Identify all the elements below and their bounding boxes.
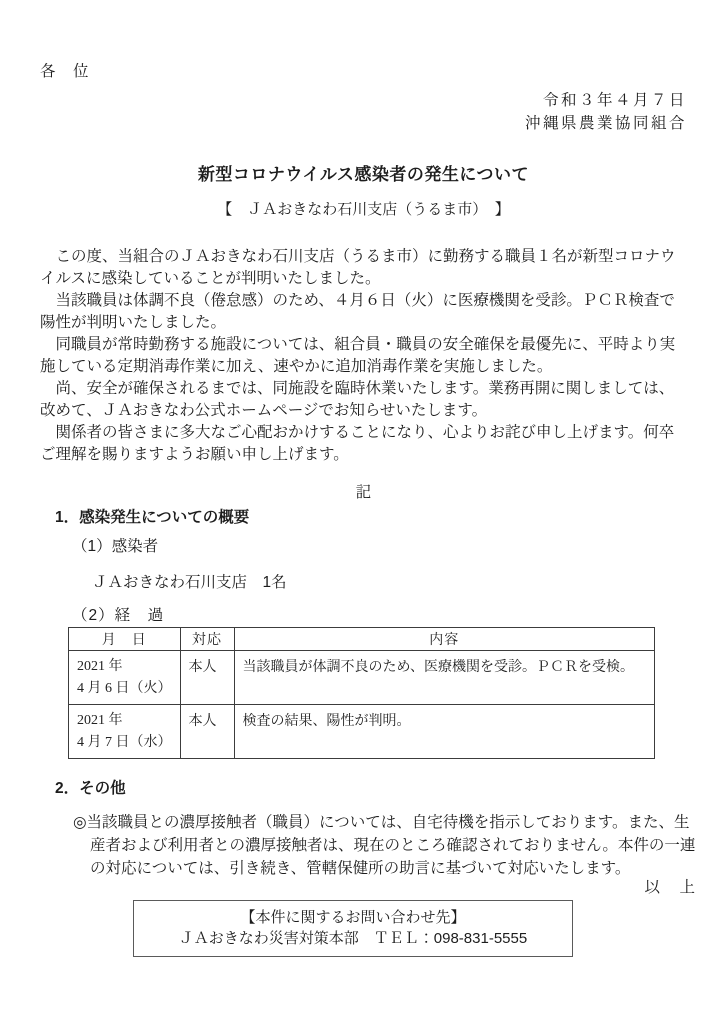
infected-branch-value: ＪＡおきなわ石川支店 1名: [92, 574, 287, 591]
cell-content: 当該職員が体調不良のため、医療機関を受診。ＰＣＲを受検。: [234, 651, 655, 705]
cell-date: [69, 705, 181, 759]
organization-name: 沖縄県農業協同組合: [524, 115, 687, 132]
close-contact-note: ◎当該職員との濃厚接触者（職員）については、自宅待機を指示しております。また、生産者および利用者との濃厚接触者は、現在のところ確認されておりません。本件の一連の対応については、引き続き、管轄保健所の助言に基づいて対応いたします。: [73, 814, 696, 877]
paragraph-disinfection: 同職員が常時勤務する施設については、組合員・職員の安全確保を最優先に、平時より実施している定期消毒作業に加え、速やかに追加消毒作業を実施しました。: [40, 336, 676, 375]
paragraph-closure: 尚、安全が確保されるまでは、同施設を臨時休業いたします。業務再開に関しましては、改めて、ＪＡおきなわ公式ホームページでお知らせいたします。: [40, 380, 675, 419]
paragraph-apology: 関係者の皆さまに多大なご心配おかけすることになり、心よりお詫び申し上げます。何卒ご理解を賜りますようお願い申し上げます。: [40, 424, 675, 463]
closing-mark: 以 上: [644, 879, 697, 896]
document-header-right: [40, 89, 687, 135]
contact-box: [133, 900, 573, 957]
cell-response: 本人: [180, 651, 234, 705]
date-year: 2021 年: [77, 659, 123, 674]
cell-response: 本人: [180, 705, 234, 759]
date-year: 2021 年: [77, 713, 123, 728]
body-paragraphs: [40, 246, 687, 466]
col-header-content: 内容: [234, 628, 655, 651]
section1-heading: 1．感染発生についての概要: [55, 509, 250, 526]
cell-content: 検査の結果、陽性が判明。: [234, 705, 655, 759]
contact-box-phone: ＪＡおきなわ災害対策本部 ＴＥＬ：098-831-5555: [178, 930, 528, 947]
document-subtitle: 【 ＪＡおきなわ石川支店（うるま市） 】: [217, 201, 510, 218]
table-row: [69, 651, 655, 705]
cell-date: [69, 651, 181, 705]
recipient: 各 位: [40, 63, 90, 80]
section2-heading: 2．その他: [55, 780, 126, 797]
section1-sub1-label: （1）感染者: [72, 538, 159, 555]
document-title: 新型コロナウイルス感染者の発生について: [197, 165, 530, 184]
paragraph-announcement: この度、当組合のＪＡおきなわ石川支店（うるま市）に勤務する職員１名が新型コロナウイルスに感染していることが判明いたしました。: [40, 248, 676, 287]
date-day: 4 月 7 日（水）: [77, 735, 172, 750]
date-day: 4 月 6 日（火）: [77, 681, 172, 696]
table-row: [69, 705, 655, 759]
paragraph-symptoms: 当該職員は体調不良（倦怠感）のため、４月６日（火）に医療機関を受診。ＰＣＲ検査で陽性が判明いたしました。: [40, 292, 675, 331]
contact-box-title: 【本件に関するお問い合わせ先】: [240, 909, 466, 926]
table-header-row: [69, 628, 655, 651]
record-marker: 記: [355, 484, 372, 501]
progress-table: [68, 627, 655, 759]
col-header-date: 月 日: [69, 628, 181, 651]
document-date: 令和３年４月７日: [542, 92, 687, 109]
section1-sub2-label: （2）経 過: [72, 607, 165, 624]
col-header-response: 対応: [180, 628, 234, 651]
